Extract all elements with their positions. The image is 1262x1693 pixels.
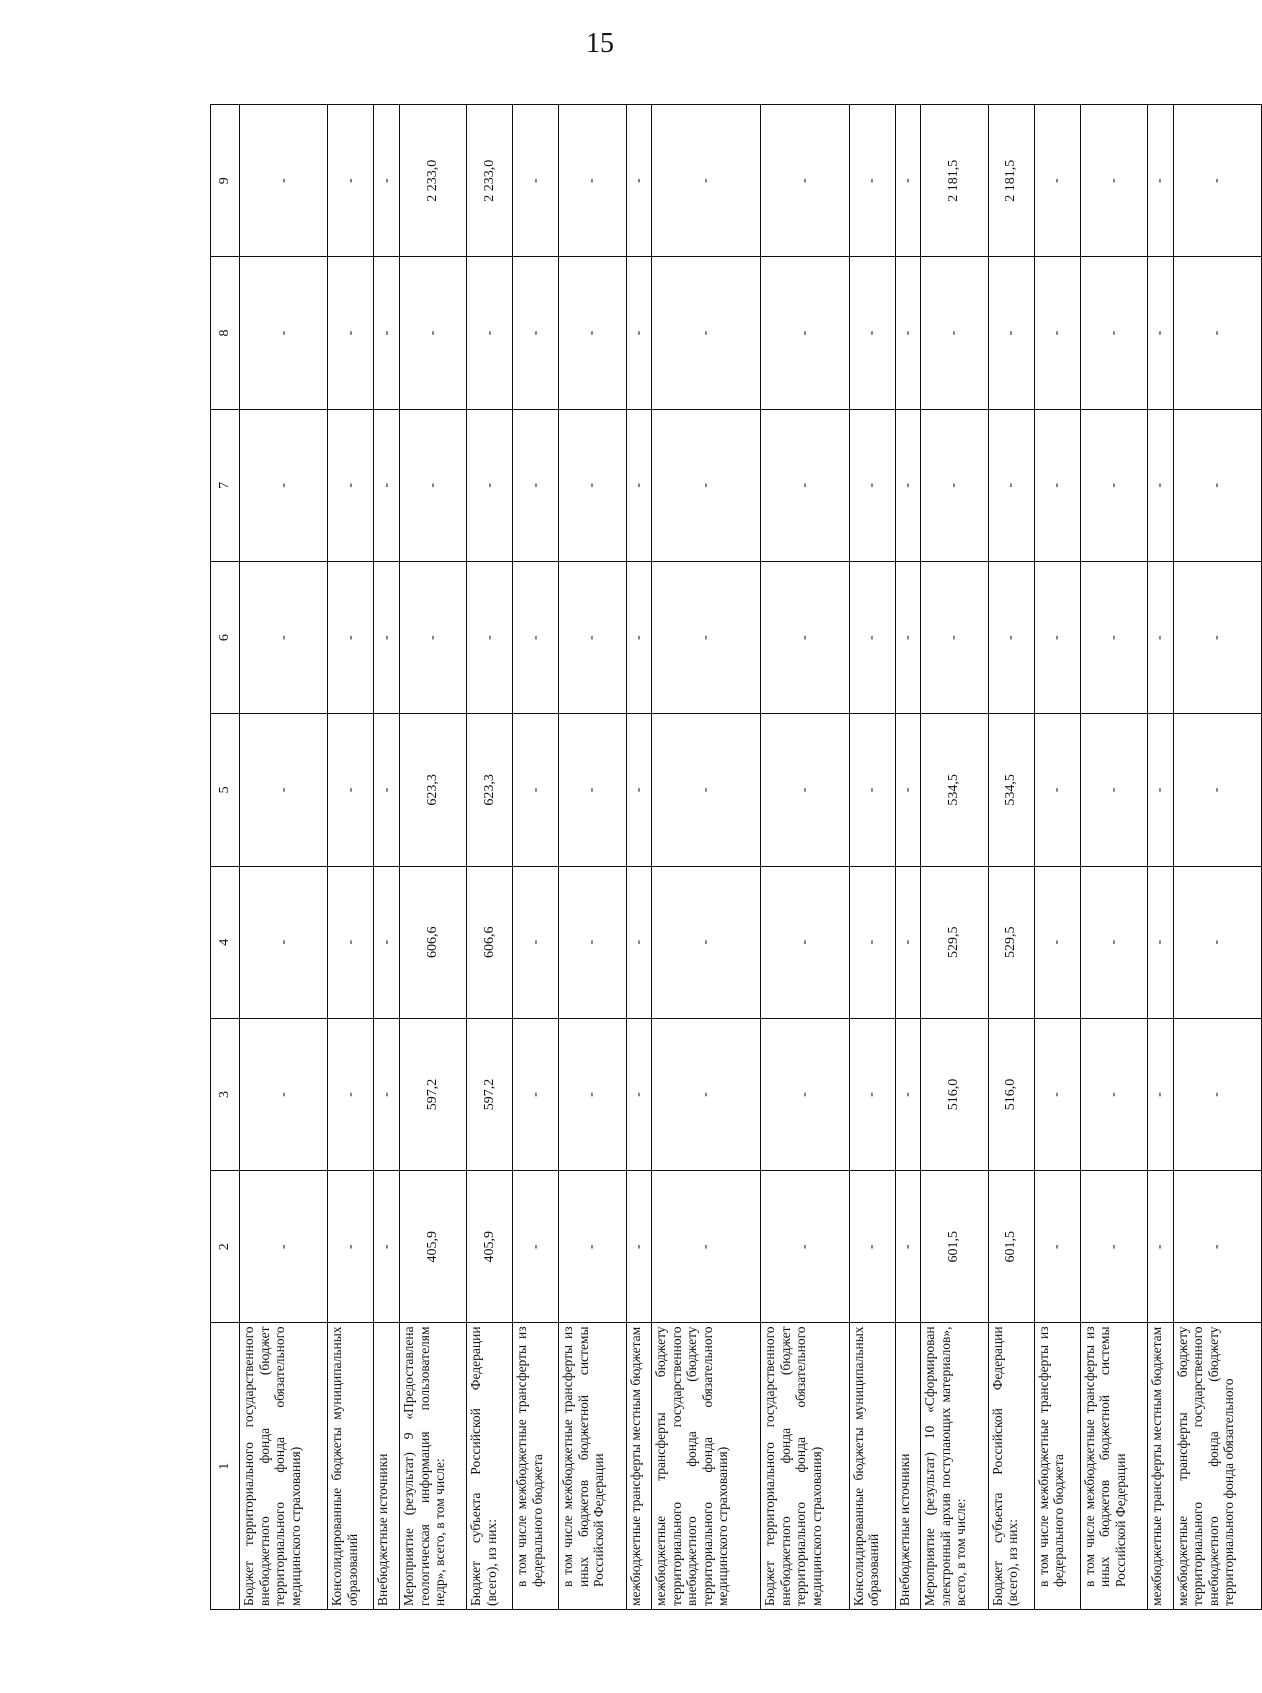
header-cell: 6 — [211, 561, 240, 713]
value-cell: 534,5 — [988, 714, 1034, 866]
table-row — [374, 105, 400, 1610]
value-cell: - — [400, 257, 467, 409]
value-cell: - — [513, 866, 559, 1018]
value-cell: - — [626, 257, 652, 409]
value-cell: - — [849, 714, 895, 866]
value-cell: - — [559, 1171, 626, 1323]
value-cell: - — [328, 257, 374, 409]
table-row — [849, 105, 895, 1610]
row-label: межбюджетные трансферты бюджету территориального государственного внебюджетного фонда (бюджету территориального фонда обязательного — [1173, 1323, 1261, 1610]
rotated-table-container — [210, 104, 1262, 1610]
value-cell: - — [921, 409, 988, 561]
row-label: Консолидированные бюджеты муниципальных образований — [328, 1323, 374, 1610]
table-row — [559, 105, 626, 1610]
value-cell: - — [849, 409, 895, 561]
value-cell: - — [240, 257, 328, 409]
value-cell: - — [1147, 866, 1173, 1018]
header-cell: 8 — [211, 257, 240, 409]
value-cell: - — [988, 257, 1034, 409]
value-cell: - — [1173, 409, 1261, 561]
value-cell: 405,9 — [467, 1171, 513, 1323]
value-cell: - — [374, 409, 400, 561]
table-row — [1034, 105, 1080, 1610]
value-cell: - — [240, 866, 328, 1018]
value-cell: - — [1034, 409, 1080, 561]
row-label: Бюджет субъекта Российской Федерации (всего), из них: — [988, 1323, 1034, 1610]
value-cell: - — [240, 409, 328, 561]
value-cell: - — [374, 866, 400, 1018]
row-label: в том числе межбюджетные трансферты из федерального бюджета — [513, 1323, 559, 1610]
value-cell: - — [1147, 257, 1173, 409]
value-cell: - — [1034, 561, 1080, 713]
value-cell: - — [1173, 714, 1261, 866]
value-cell: - — [895, 1018, 921, 1170]
value-cell: - — [761, 257, 849, 409]
value-cell: - — [513, 409, 559, 561]
row-label: в том числе межбюджетные трансферты из иных бюджетов бюджетной системы Российской Федерации — [1080, 1323, 1147, 1610]
value-cell: - — [1080, 1018, 1147, 1170]
value-cell: - — [240, 714, 328, 866]
value-cell: 529,5 — [988, 866, 1034, 1018]
table-row — [761, 105, 849, 1610]
value-cell: 529,5 — [921, 866, 988, 1018]
row-label: Внебюджетные источники — [374, 1323, 400, 1610]
value-cell: 623,3 — [467, 714, 513, 866]
row-label: в том числе межбюджетные трансферты из федерального бюджета — [1034, 1323, 1080, 1610]
value-cell: - — [761, 714, 849, 866]
value-cell: - — [761, 561, 849, 713]
value-cell: 597,2 — [467, 1018, 513, 1170]
value-cell: - — [895, 105, 921, 257]
value-cell: - — [652, 1018, 761, 1170]
value-cell: - — [1147, 105, 1173, 257]
value-cell: - — [374, 714, 400, 866]
value-cell: - — [895, 866, 921, 1018]
value-cell: - — [513, 1171, 559, 1323]
value-cell: - — [849, 1018, 895, 1170]
value-cell: - — [626, 714, 652, 866]
row-label: Бюджет территориального государственного внебюджетного фонда (бюджет территориального фонда обязательного медицинского страхования) — [240, 1323, 328, 1610]
value-cell: 516,0 — [988, 1018, 1034, 1170]
value-cell: - — [1080, 1171, 1147, 1323]
value-cell: - — [849, 257, 895, 409]
value-cell: - — [328, 105, 374, 257]
value-cell: - — [652, 105, 761, 257]
value-cell: 534,5 — [921, 714, 988, 866]
table-body — [240, 105, 1262, 1610]
header-cell: 3 — [211, 1018, 240, 1170]
value-cell: - — [652, 1171, 761, 1323]
value-cell: - — [1034, 1171, 1080, 1323]
value-cell: - — [1173, 1018, 1261, 1170]
value-cell: - — [626, 1018, 652, 1170]
row-label: Внебюджетные источники — [895, 1323, 921, 1610]
value-cell: - — [559, 105, 626, 257]
value-cell: - — [328, 1171, 374, 1323]
row-label: Консолидированные бюджеты муниципальных образований — [849, 1323, 895, 1610]
value-cell: - — [1080, 866, 1147, 1018]
value-cell: - — [467, 257, 513, 409]
value-cell: - — [400, 561, 467, 713]
value-cell: - — [559, 1018, 626, 1170]
value-cell: - — [849, 561, 895, 713]
value-cell: - — [626, 409, 652, 561]
value-cell: - — [559, 409, 626, 561]
value-cell: - — [513, 257, 559, 409]
header-cell: 9 — [211, 105, 240, 257]
table-row — [921, 105, 988, 1610]
value-cell: - — [895, 561, 921, 713]
value-cell: - — [988, 561, 1034, 713]
value-cell: - — [328, 1018, 374, 1170]
table-row — [400, 105, 467, 1610]
value-cell: - — [513, 561, 559, 713]
table-row — [467, 105, 513, 1610]
value-cell: 606,6 — [467, 866, 513, 1018]
value-cell: - — [652, 409, 761, 561]
value-cell: - — [1080, 105, 1147, 257]
row-label: межбюджетные трансферты местным бюджетам — [626, 1323, 652, 1610]
value-cell: - — [626, 105, 652, 257]
value-cell: - — [652, 561, 761, 713]
row-label: Бюджет территориального государственного внебюджетного фонда (бюджет территориального фонда обязательного медицинского страхования) — [761, 1323, 849, 1610]
header-cell: 4 — [211, 866, 240, 1018]
value-cell: - — [895, 714, 921, 866]
value-cell: - — [467, 409, 513, 561]
value-cell: - — [626, 561, 652, 713]
value-cell: - — [240, 1171, 328, 1323]
value-cell: - — [559, 714, 626, 866]
value-cell: - — [761, 1171, 849, 1323]
value-cell: 606,6 — [400, 866, 467, 1018]
table-row — [328, 105, 374, 1610]
value-cell: 601,5 — [921, 1171, 988, 1323]
row-label: Бюджет субъекта Российской Федерации (всего), из них: — [467, 1323, 513, 1610]
value-cell: - — [1147, 561, 1173, 713]
value-cell: - — [559, 866, 626, 1018]
value-cell: - — [1173, 1171, 1261, 1323]
value-cell: - — [1147, 1171, 1173, 1323]
value-cell: - — [849, 1171, 895, 1323]
value-cell: 601,5 — [988, 1171, 1034, 1323]
row-label: в том числе межбюджетные трансферты из иных бюджетов бюджетной системы Российской Федерации — [559, 1323, 626, 1610]
value-cell: - — [1080, 409, 1147, 561]
value-cell: - — [328, 866, 374, 1018]
value-cell: - — [1034, 866, 1080, 1018]
table-row — [1080, 105, 1147, 1610]
row-label: межбюджетные трансферты местным бюджетам — [1147, 1323, 1173, 1610]
value-cell: - — [328, 714, 374, 866]
table-row — [1173, 105, 1261, 1610]
value-cell: - — [374, 561, 400, 713]
table-row — [240, 105, 328, 1610]
value-cell: - — [1034, 257, 1080, 409]
value-cell: - — [1173, 257, 1261, 409]
value-cell: - — [513, 714, 559, 866]
value-cell: - — [374, 1171, 400, 1323]
value-cell: - — [761, 866, 849, 1018]
value-cell: - — [559, 257, 626, 409]
value-cell: - — [652, 257, 761, 409]
value-cell: - — [1147, 1018, 1173, 1170]
value-cell: - — [1173, 866, 1261, 1018]
value-cell: - — [240, 561, 328, 713]
value-cell: - — [1034, 105, 1080, 257]
value-cell: 516,0 — [921, 1018, 988, 1170]
row-label: Мероприятие (результат) 9 «Предоставлена геологическая информация пользователям недр», всего, в том числе: — [400, 1323, 467, 1610]
value-cell: - — [1173, 105, 1261, 257]
value-cell: - — [374, 105, 400, 257]
header-cell: 1 — [211, 1323, 240, 1610]
value-cell: - — [559, 561, 626, 713]
value-cell: - — [849, 105, 895, 257]
value-cell: 2 181,5 — [988, 105, 1034, 257]
value-cell: - — [895, 257, 921, 409]
table-row — [895, 105, 921, 1610]
value-cell: - — [513, 105, 559, 257]
value-cell: - — [1080, 714, 1147, 866]
value-cell: - — [761, 105, 849, 257]
value-cell: - — [849, 866, 895, 1018]
row-label: Мероприятие (результат) 10 «Сформирован электронный архив поступающих материалов», всего, в том числе: — [921, 1323, 988, 1610]
row-label: межбюджетные трансферты бюджету территориального государственного внебюджетного фонда (бюджету территориального фонда обязательного медицинского страхования) — [652, 1323, 761, 1610]
value-cell: - — [240, 1018, 328, 1170]
page-number: 15 — [586, 28, 614, 59]
value-cell: 2 233,0 — [400, 105, 467, 257]
table-row — [988, 105, 1034, 1610]
value-cell: 597,2 — [400, 1018, 467, 1170]
budget-table — [210, 104, 1262, 1610]
value-cell: 405,9 — [400, 1171, 467, 1323]
value-cell: - — [1147, 409, 1173, 561]
value-cell: - — [626, 1171, 652, 1323]
value-cell: - — [374, 257, 400, 409]
value-cell: - — [467, 561, 513, 713]
value-cell: - — [1080, 561, 1147, 713]
value-cell: 2 181,5 — [921, 105, 988, 257]
value-cell: - — [652, 714, 761, 866]
header-cell: 7 — [211, 409, 240, 561]
value-cell: - — [988, 409, 1034, 561]
value-cell: - — [1034, 1018, 1080, 1170]
value-cell: - — [240, 105, 328, 257]
value-cell: - — [1080, 257, 1147, 409]
value-cell: - — [328, 409, 374, 561]
table-row — [626, 105, 652, 1610]
value-cell: 623,3 — [400, 714, 467, 866]
table-row — [1147, 105, 1173, 1610]
value-cell: - — [895, 1171, 921, 1323]
header-row — [211, 105, 240, 1610]
table-row — [652, 105, 761, 1610]
header-cell: 2 — [211, 1171, 240, 1323]
value-cell: - — [921, 561, 988, 713]
value-cell: - — [328, 561, 374, 713]
value-cell: - — [400, 409, 467, 561]
value-cell: - — [374, 1018, 400, 1170]
table-row — [513, 105, 559, 1610]
value-cell: - — [1147, 714, 1173, 866]
value-cell: - — [921, 257, 988, 409]
value-cell: - — [1034, 714, 1080, 866]
value-cell: - — [652, 866, 761, 1018]
value-cell: 2 233,0 — [467, 105, 513, 257]
value-cell: - — [1173, 561, 1261, 713]
value-cell: - — [761, 409, 849, 561]
header-cell: 5 — [211, 714, 240, 866]
value-cell: - — [895, 409, 921, 561]
value-cell: - — [626, 866, 652, 1018]
value-cell: - — [513, 1018, 559, 1170]
value-cell: - — [761, 1018, 849, 1170]
